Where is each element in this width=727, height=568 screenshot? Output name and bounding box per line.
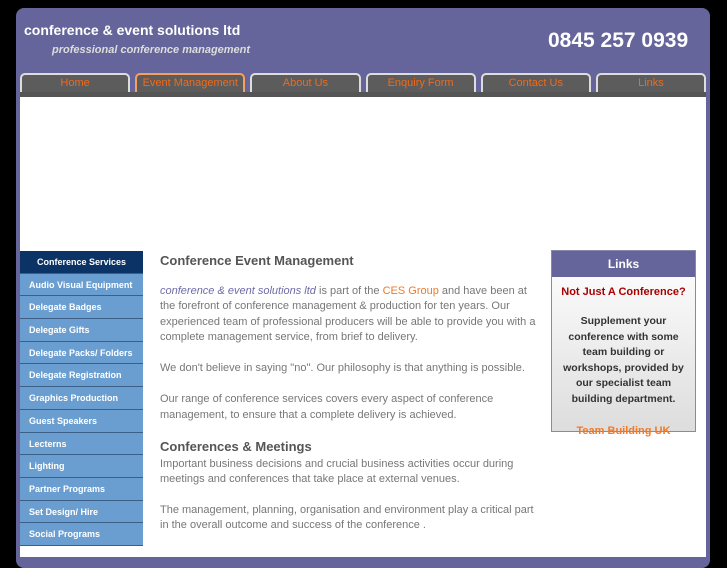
tab-contact-us[interactable]: Contact Us — [481, 73, 591, 92]
sidebar-item-delegate-badges[interactable]: Delegate Badges — [20, 296, 143, 319]
sidebar-item-social-programs[interactable]: Social Programs — [20, 523, 143, 546]
sidebar-item-delegate-packs[interactable]: Delegate Packs/ Folders — [20, 342, 143, 365]
main-nav — [20, 73, 706, 92]
company-name: conference & event solutions ltd — [160, 284, 316, 297]
intro-text: is part of the — [315, 284, 383, 297]
section-title: Conferences & Meetings — [160, 439, 312, 454]
main-content — [160, 253, 545, 549]
links-box-title: Links — [552, 251, 695, 277]
links-box-tagline: Not Just A Conference? — [561, 286, 686, 298]
sidebar-item-set-design[interactable]: Set Design/ Hire — [20, 501, 143, 524]
sidebar-item-lecterns[interactable]: Lecterns — [20, 433, 143, 456]
sidebar — [20, 251, 143, 546]
management-paragraph: The management, planning, organisation and environment play a critical part in the overall outcome and success of the conference . — [160, 503, 534, 531]
phone-number: 0845 257 0939 — [548, 29, 689, 52]
intro-paragraph — [160, 284, 545, 346]
links-box — [551, 250, 696, 437]
sidebar-item-delegate-registration[interactable]: Delegate Registration — [20, 364, 143, 387]
page-title: Conference Event Management — [160, 253, 354, 268]
meetings-paragraph: Important business decisions and crucial business activities occur during meetings and conferences that take place at external venues. — [160, 457, 514, 485]
services-paragraph: Our range of conference services covers every aspect of conference management, to ensure that a complete delivery is achieved. — [160, 393, 494, 421]
tab-event-management[interactable]: Event Management — [135, 73, 245, 92]
sidebar-item-graphics[interactable]: Graphics Production — [20, 387, 143, 410]
philosophy-paragraph: We don't believe in saying "no". Our philosophy is that anything is possible. — [160, 362, 525, 374]
tab-enquiry-form[interactable]: Enquiry Form — [366, 73, 476, 92]
sidebar-heading: Conference Services — [20, 251, 143, 274]
sidebar-item-delegate-gifts[interactable]: Delegate Gifts — [20, 319, 143, 342]
tab-about-us[interactable]: About Us — [250, 73, 360, 92]
ces-group-link[interactable]: CES Group — [382, 284, 439, 297]
site-tagline: professional conference management — [52, 44, 251, 56]
sidebar-item-partner-programs[interactable]: Partner Programs — [20, 478, 143, 501]
team-building-link[interactable]: Team Building UK — [576, 425, 671, 437]
links-box-body: Supplement your conference with some team building or workshops, provided by our specialist team building department. — [563, 315, 684, 405]
tab-links[interactable]: Links — [596, 73, 706, 92]
site-brand[interactable]: conference & event solutions ltd — [24, 22, 241, 38]
sidebar-item-guest-speakers[interactable]: Guest Speakers — [20, 410, 143, 433]
sidebar-item-lighting[interactable]: Lighting — [20, 455, 143, 478]
tab-home[interactable]: Home — [20, 73, 130, 92]
sidebar-item-audio-visual[interactable]: Audio Visual Equipment — [20, 274, 143, 297]
intro-text-cont: and have been at the forefront of conference management & production for ten years. Our experienced team of professional producers will be able to provide you with a complete management service, from brief to delivery. — [160, 284, 536, 343]
